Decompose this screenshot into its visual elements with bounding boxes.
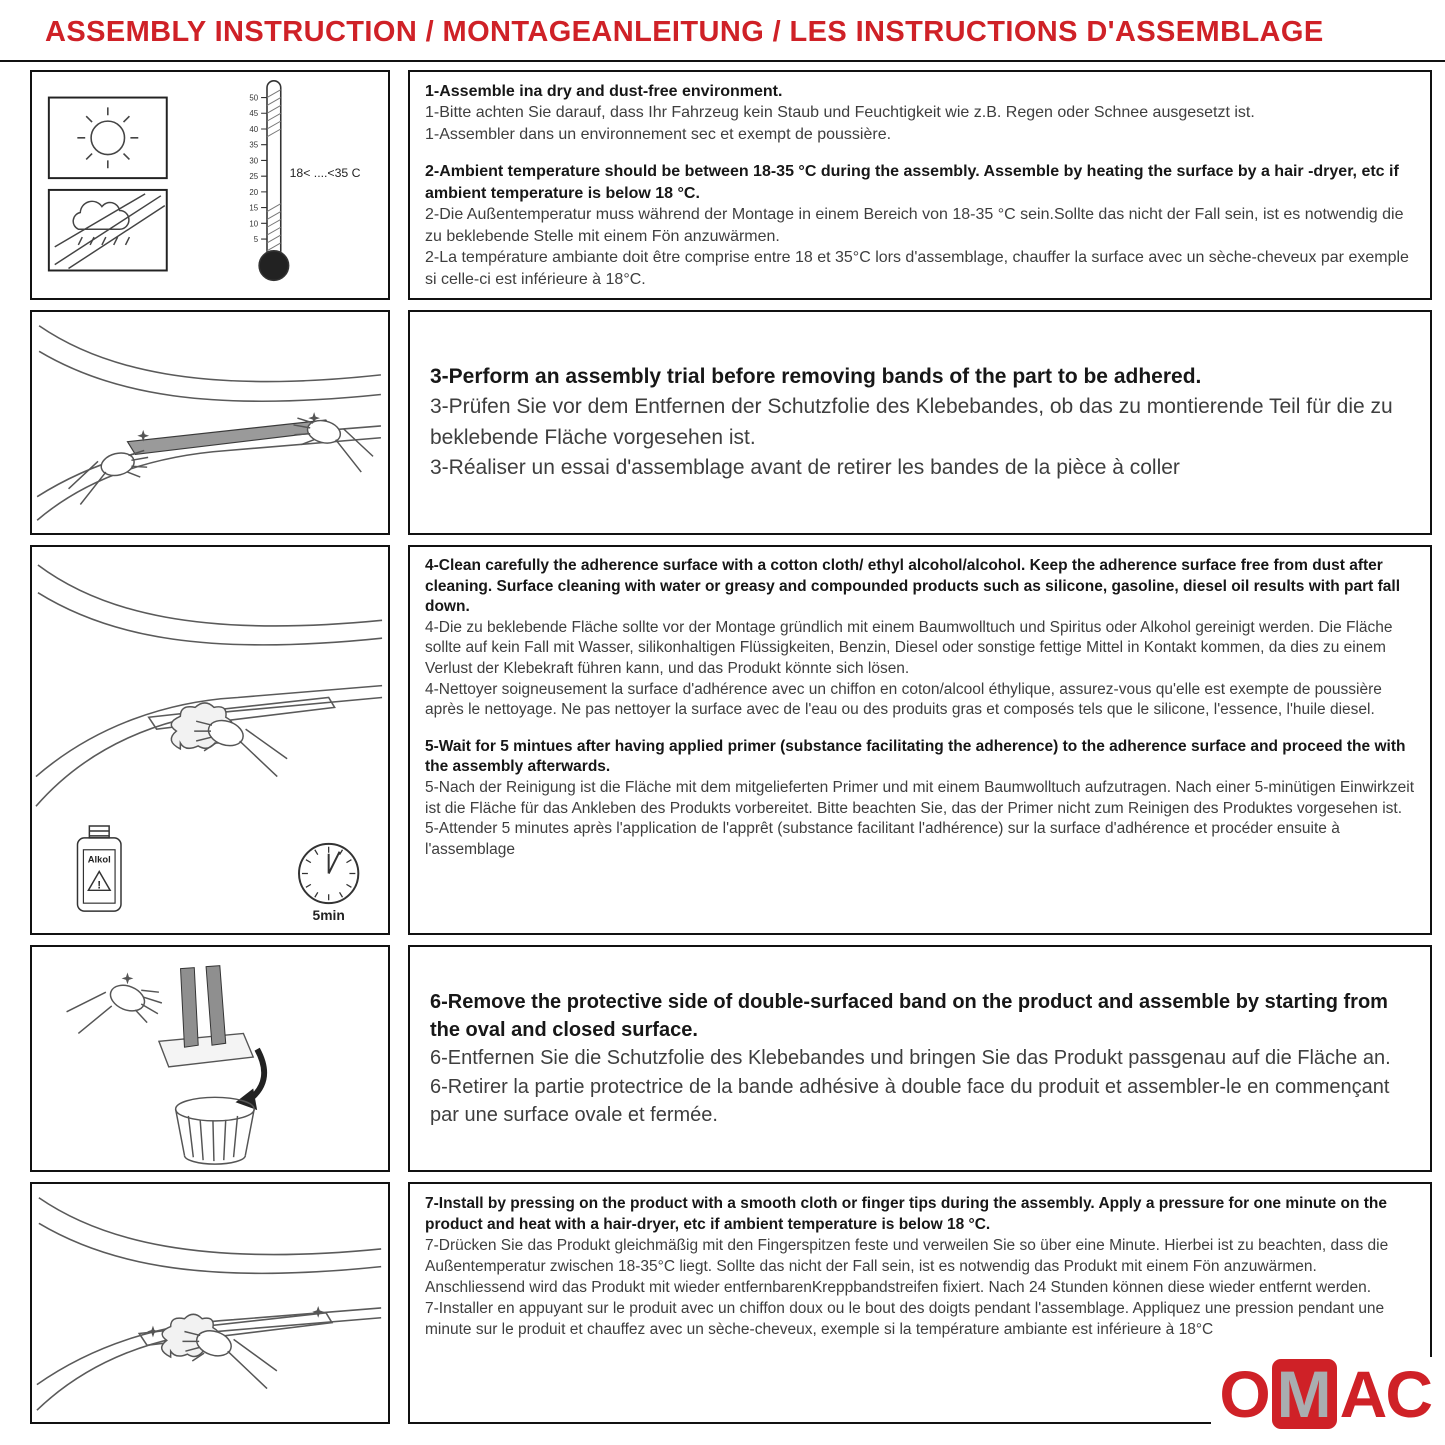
scale-15: 15	[249, 203, 259, 213]
temperature-range-label: 18< ....<35 C	[289, 166, 361, 181]
press-product-drawing	[32, 1184, 388, 1422]
instruction-row-3	[30, 545, 1432, 935]
scale-30: 30	[249, 156, 259, 166]
step-3-fr: 3-Réaliser un essai d'assemblage avant de retirer les bandes de la pièce à coller	[430, 455, 1180, 479]
instruction-row-4	[30, 945, 1432, 1172]
hand-icon	[67, 981, 162, 1034]
bottle-label: Alkol	[87, 853, 111, 865]
step-5-en: 5-Wait for 5 mintues after having applied primer (substance facilitating the adherence) to the adherence surface and proceed the with the assembly afterwards.	[425, 737, 1406, 776]
peel-band-illustration	[30, 945, 390, 1172]
cleaning-drawing	[32, 547, 388, 933]
trash-can-icon	[176, 1097, 255, 1164]
peel-band-drawing	[32, 947, 388, 1170]
step-1-de: 1-Bitte achten Sie darauf, dass Ihr Fahrzeug kein Staub und Feuchtigkeit wie z.B. Regen oder Schnee ausgesetzt ist.	[425, 104, 1255, 122]
step-2-en: 2-Ambient temperature should be between 18-35 °C during the assembly. Assemble by heating the surface by a hair -dryer, etc if ambient temperature is below 18 °C.	[425, 163, 1399, 202]
scale-10: 10	[249, 219, 259, 229]
instruction-text-3	[408, 310, 1432, 535]
step-4-en: 4-Clean carefully the adherence surface with a cotton cloth/ ethyl alcohol/alcohol. Keep the adherence surface free from dust after cleaning. Surface cleaning with water or greasy and compounded products such as silicone, gasoline, diesel oil results with part fall down.	[425, 557, 1401, 616]
logo-letter-o: O	[1219, 1357, 1269, 1431]
no-rain-icon	[49, 190, 167, 271]
svg-text:!: !	[97, 879, 102, 892]
scale-35: 35	[249, 140, 259, 150]
step-1-en: 1-Assemble ina dry and dust-free environment.	[425, 83, 783, 100]
logo-letter-a: A	[1339, 1357, 1386, 1431]
logo-letter-m: M	[1272, 1359, 1337, 1429]
instruction-text-6	[408, 945, 1432, 1172]
sparkle-icon	[147, 1326, 159, 1338]
step-7-en: 7-Install by pressing on the product with a smooth cloth or finger tips during the assembly. Apply a pressure for one minute on the product and heat with a hair-dryer, etc if ambient temperature is below 18 °C.	[425, 1195, 1387, 1234]
step-4-fr: 4-Nettoyer soigneusement la surface d'adhérence avec un chiffon en coton/alcool éthylique, assurez-vous qu'elle est exempte de poussière après le nettoyage. Ne pas nettoyer la surface avec de l'eau ou des produits gras et composés tels que le silicone, l'essence, l'huile diesel.	[425, 680, 1382, 719]
sparkle-icon	[312, 1306, 324, 1318]
trial-fit-drawing	[32, 312, 388, 533]
step-2-de: 2-Die Außentemperatur muss während der Montage in einem Bereich von 18-35 °C sein.Sollte das nicht der Fall sein, ist es notwendig die zu beklebende Stelle mit einem Fön anzuwärmen.	[425, 206, 1404, 245]
wait-time-label: 5min	[312, 906, 345, 923]
page-title: ASSEMBLY INSTRUCTION / MONTAGEANLEITUNG / LES INSTRUCTIONS D'ASSEMBLAGE	[45, 16, 1324, 48]
step-6-fr: 6-Retirer la partie protectrice de la bande adhésive à double face du produit et assembler-le en commençant par une surface ovale et fermée.	[430, 1075, 1390, 1127]
step-3-de: 3-Prüfen Sie vor dem Entfernen der Schutzfolie des Klebebandes, ob das zu montierende Teil für die zu beklebende Fläche vorgesehen ist.	[430, 395, 1393, 449]
scale-5: 5	[253, 234, 259, 244]
scale-50: 50	[249, 93, 259, 103]
step-3-en: 3-Perform an assembly trial before removing bands of the part to be adhered.	[430, 365, 1202, 389]
press-product-illustration	[30, 1182, 390, 1424]
assembly-trial-illustration	[30, 310, 390, 535]
product-base	[159, 1033, 253, 1066]
cleaning-illustration	[30, 545, 390, 935]
door-sill-lines	[37, 1198, 381, 1410]
step-7-fr: 7-Installer en appuyant sur le produit avec un chiffon doux ou le bout des doigts pendant l'assemblage. Appliquez une pression pendant une minute sur le produit et chauffez avec un sèche-cheveux, exemple si la température ambiante est inférieure à 18°C	[425, 1300, 1385, 1339]
scale-20: 20	[249, 187, 259, 197]
instruction-text-1	[408, 70, 1432, 300]
step-4-de: 4-Die zu beklebende Fläche sollte vor der Montage gründlich mit einem Baumwolltuch und Spiritus oder Alkohol gereinigt werden. Die Fläche sollte auf kein Fall mit Wasser, silikonhaltigen Flüssigkeiten, Benzin, Diesel oder sonstige fettige Mittel in Kontakt kommen, da dies zu einem Verlust der Klebekraft führen kann, und das Produkt könnte sich lösen.	[425, 618, 1393, 678]
instruction-text-4-5	[408, 545, 1432, 935]
scale-40: 40	[249, 124, 259, 134]
step-5-de: 5-Nach der Reinigung ist die Fläche mit dem mitgelieferten Primer und mit einem Baumwolltuch aufzutragen. Nach einer 5-minütigen Einwirkzeit ist die Fläche für das Ankleben des Produkts vorbereitet. Bitte beachten Sie, das der Primer nicht zum Reinigen des Produktes vorgesehen ist.	[425, 779, 1415, 817]
step-1-fr: 1-Assembler dans un environnement sec et exempt de poussière.	[425, 125, 892, 143]
sparkle-icon	[122, 973, 134, 985]
instruction-row-2	[30, 310, 1432, 535]
clock-icon	[299, 844, 358, 903]
sun-icon	[49, 98, 167, 179]
environment-temperature-drawing	[32, 72, 388, 298]
logo-letter-c: C	[1385, 1357, 1431, 1431]
environment-temperature-illustration	[30, 70, 390, 300]
instruction-row-1	[30, 70, 1432, 300]
step-5-fr: 5-Attender 5 minutes après l'application de l'apprêt (substance facilitant l'adhérence) sur la surface d'adhérence et procéder ensuite à l'assemblage	[425, 820, 1340, 858]
instruction-rows	[0, 62, 1445, 1424]
omac-logo	[1211, 1357, 1439, 1431]
trim-strip	[127, 420, 331, 454]
door-sill-lines	[36, 565, 382, 806]
step-7-de: 7-Drücken Sie das Produkt gleichmäßig mit den Fingerspitzen feste und verweilen Sie so über eine Minute. Hierbei ist zu beachten, dass die Außentemperatur zwischen 18-35°C liegt. Sollte das nicht der Fall sein, ist es notwendig das Produkt mit einem Fön anzuwärmen. Anschliessend wird das Produkt mit wieder entfernbarenKreppbandstreifen fixiert. Nach 24 Stunden können diese wieder entfernt werden.	[425, 1237, 1389, 1297]
thermometer-icon	[249, 81, 360, 280]
step-6-en: 6-Remove the protective side of double-surfaced band on the product and assemble by starting from the oval and closed surface.	[430, 990, 1388, 1041]
scale-45: 45	[249, 109, 259, 119]
scale-25: 25	[249, 172, 259, 182]
alcohol-bottle-icon	[77, 826, 121, 911]
adhesive-band	[206, 966, 226, 1046]
step-2-fr: 2-La température ambiante doit être comprise entre 18 et 35°C lors d'assemblage, chauffer la surface avec un sèche-cheveux par exemple si celle-ci est inférieure à 18°C.	[425, 249, 1409, 288]
step-6-de: 6-Entfernen Sie die Schutzfolie des Klebebandes und bringen Sie das Produkt passgenau auf die Fläche an.	[430, 1047, 1391, 1070]
adhesive-band	[181, 968, 199, 1048]
